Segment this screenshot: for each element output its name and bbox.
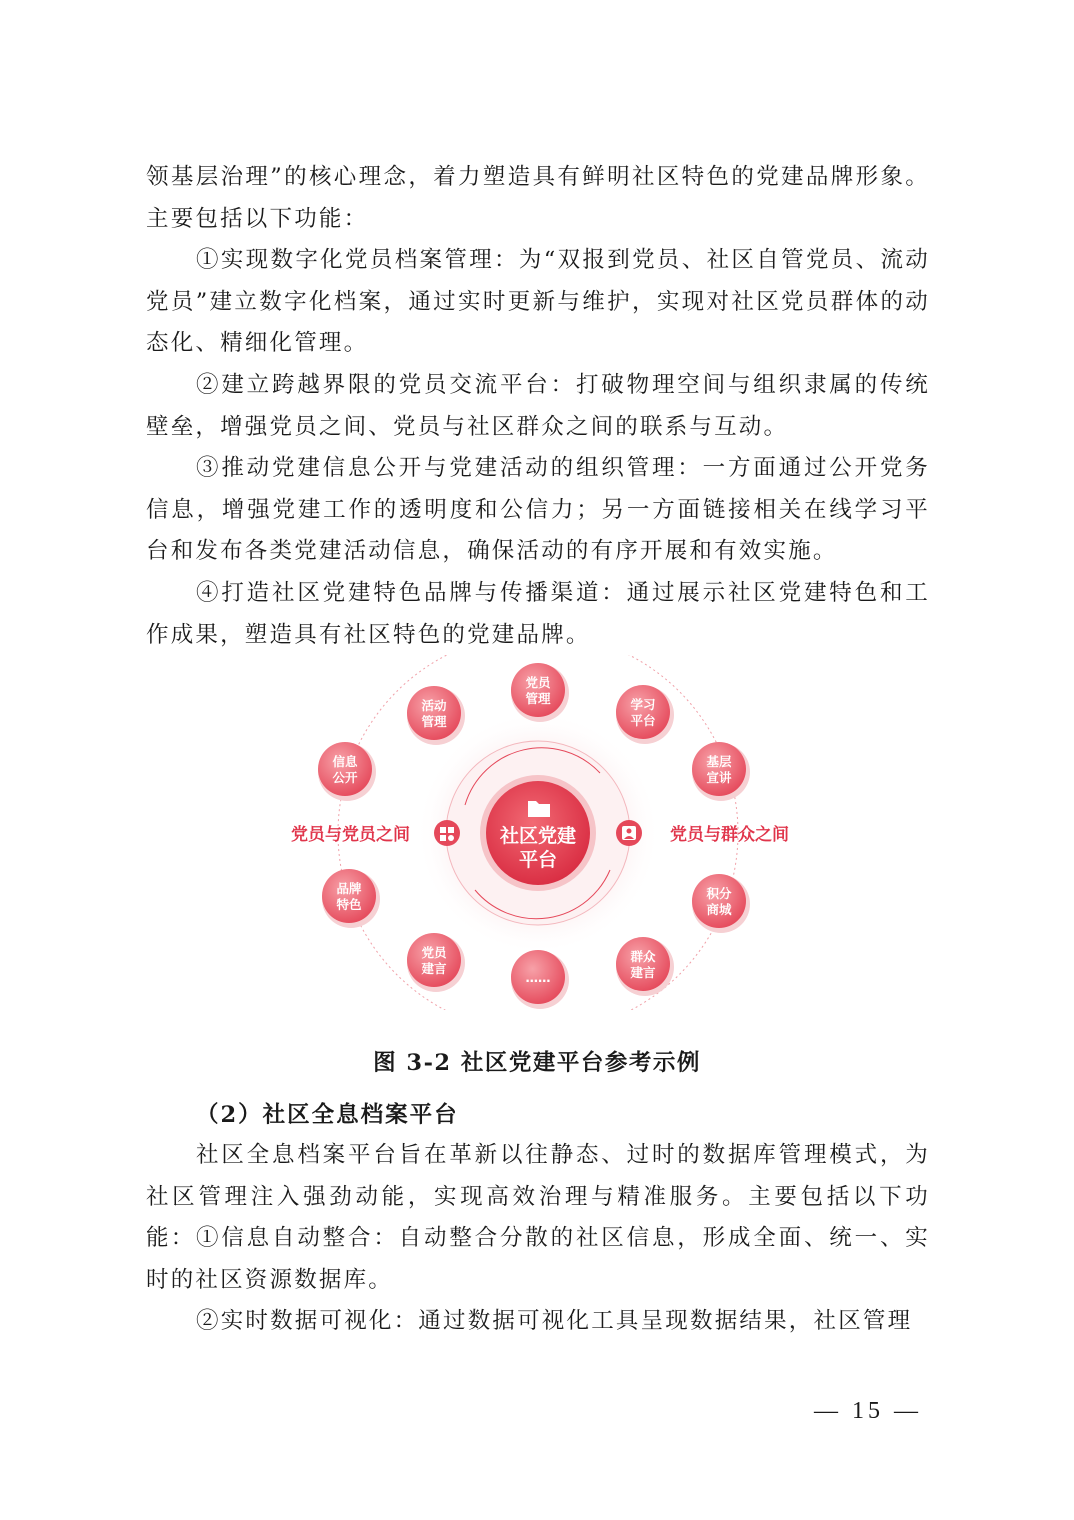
function-node: [511, 663, 569, 722]
function-node: [318, 742, 376, 801]
function-node: [692, 874, 750, 933]
function-node: [616, 685, 674, 744]
center-label-line1: 社区党建: [499, 825, 577, 847]
body-paragraph: ②实时数据可视化：通过数据可视化工具呈现数据结果，社区管理: [196, 1308, 913, 1334]
body-paragraph: ④打造社区党建特色品牌与传播渠道：通过展示社区党建特色和工作成果，塑造具有社区特色的党建品牌。: [146, 580, 930, 648]
contact-card-icon: [616, 820, 642, 846]
function-node-label: 积分: [706, 886, 732, 901]
function-node-label: 学习: [630, 697, 656, 712]
function-node-label: 管理: [421, 714, 447, 729]
function-node-label: 特色: [336, 897, 362, 912]
body-paragraph: ①实现数字化党员档案管理：为“双报到党员、社区自管党员、流动党员”建立数字化档案，通过实时更新与维护，实现对社区党员群体的动态化、精细化管理。: [146, 247, 930, 356]
section-heading: （2）社区全息档案平台: [196, 1102, 459, 1128]
function-node-label: 群众: [630, 949, 656, 964]
function-node-label: 品牌: [336, 881, 362, 896]
body-paragraph: ②建立跨越界限的党员交流平台：打破物理空间与组织隶属的传统壁垒，增强党员之间、党员与社区群众之间的联系与互动。: [146, 372, 930, 440]
function-node-label: 党员: [421, 945, 447, 960]
page-number: — 15 —: [814, 1398, 922, 1424]
member-exchange-icon: [434, 820, 460, 846]
right-relation-label: 党员与群众之间: [670, 825, 789, 845]
figure-caption: 图 3-2 社区党建平台参考示例: [373, 1050, 701, 1076]
function-node-label: 党员: [525, 675, 551, 690]
function-node: [407, 933, 465, 992]
function-node-label: 活动: [421, 698, 447, 713]
body-paragraph: ①信息自动整合：自动整合分散的社区信息，形成全面、统一、实时的社区资源数据库。: [146, 1225, 930, 1293]
function-node-label: 建言: [630, 965, 656, 980]
function-node: [322, 869, 380, 928]
function-node-label: 基层: [706, 754, 732, 769]
body-paragraph: 领基层治理”的核心理念，着力塑造具有鲜明社区特色的党建品牌形象。主要包括以下功能：: [146, 164, 930, 232]
function-node-label: ……: [525, 970, 551, 985]
platform-diagram: [260, 655, 820, 1010]
function-node-label: 建言: [421, 961, 447, 976]
function-node-label: 信息: [332, 754, 358, 769]
function-node: [616, 937, 674, 996]
body-paragraph: ③推动党建信息公开与党建活动的组织管理：一方面通过公开党务信息，增强党建工作的透明度和公信力；另一方面链接相关在线学习平台和发布各类党建活动信息，确保活动的有序开展和有效实施。: [146, 455, 930, 564]
function-node-label: 平台: [630, 713, 656, 728]
function-node-label: 宣讲: [706, 770, 732, 785]
function-node-label: 公开: [332, 770, 358, 785]
left-relation-label: 党员与党员之间: [291, 825, 410, 845]
function-node: [407, 686, 465, 745]
center-label-line2: 平台: [518, 849, 558, 871]
function-node: [692, 742, 750, 801]
function-node-label: 管理: [525, 691, 551, 706]
function-node: [511, 950, 569, 1009]
function-node-label: 商城: [706, 902, 732, 917]
body-paragraph: 社区全息档案平台旨在革新以往静态、过时的数据库管理模式，为社区管理注入强劲动能，实现高效治理与精准服务。主要包括以下功能：: [146, 1142, 930, 1251]
